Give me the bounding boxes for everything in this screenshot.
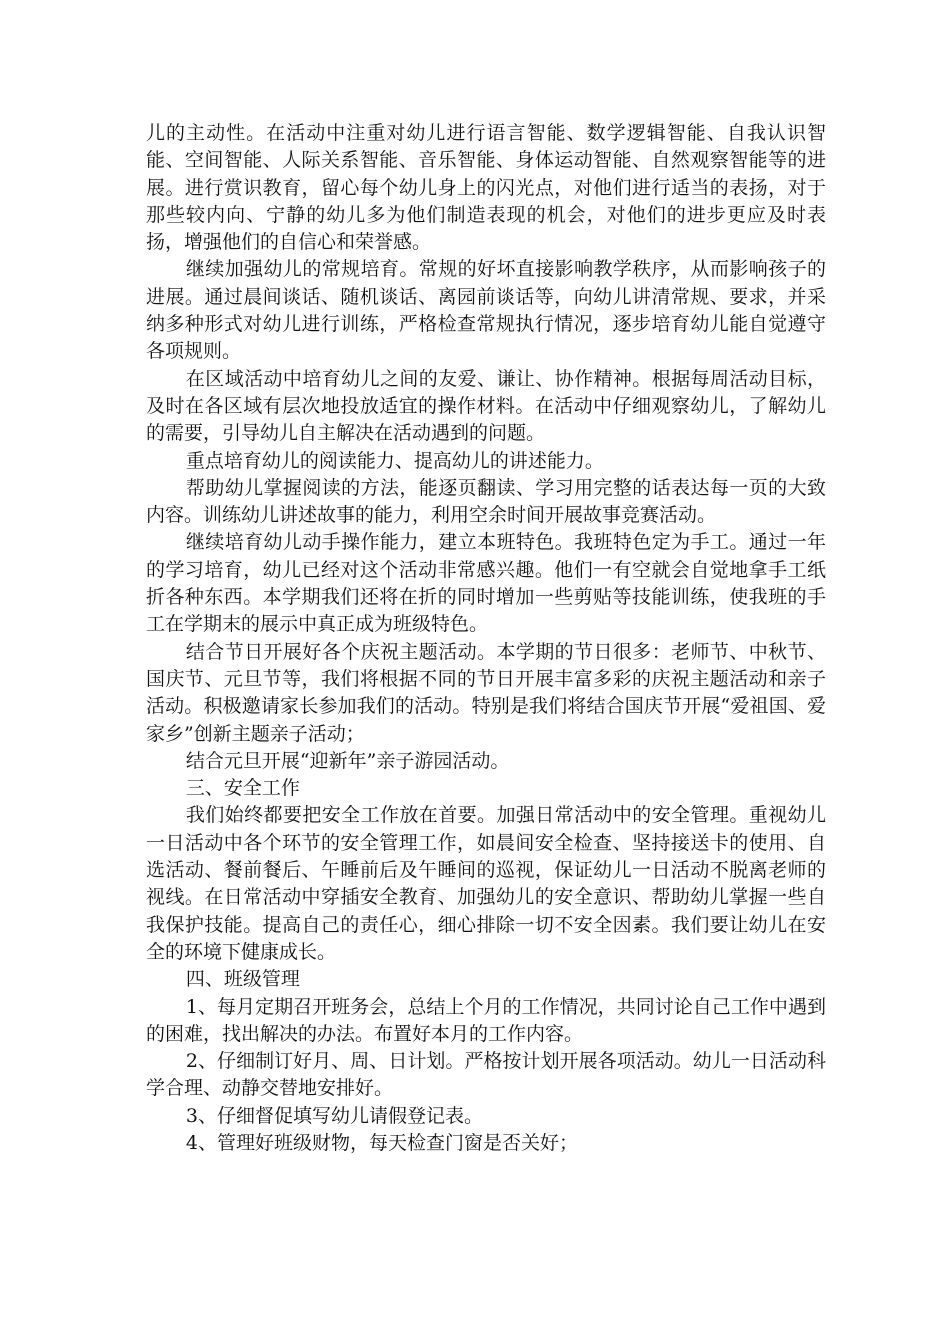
paragraph-continued-active-learning: 儿的主动性。在活动中注重对幼儿进行语言智能、数学逻辑智能、自我认识智能、空间智能、人际关系智能、音乐智能、身体运动智能、自然观察智能等的进展。进行赏识教育，留心每个幼儿身上的闪光点，对他们进行适当的表扬，对于那些较内向、宁静的幼儿多为他们制造表现的机会，对他们的进步更应及时表扬，增强他们的自信心和荣誉感。: [146, 122, 826, 254]
paragraph-area-activities: 在区域活动中培育幼儿之间的友爱、谦让、协作精神。根据每周活动目标，及时在各区域有层次地投放适宜的操作材料。在活动中仔细观察幼儿，了解幼儿的需要，引导幼儿自主解决在活动遇到的问题。: [146, 367, 826, 445]
section-heading-safety: 三、安全工作: [185, 777, 300, 800]
paragraph-reading-ability: 重点培育幼儿的阅读能力、提高幼儿的讲述能力。: [185, 449, 604, 472]
document-page: [146, 120, 826, 1157]
list-item-planning: 2、仔细制订好月、周、日计划。严格按计划开展各项活动。幼儿一日活动科学合理、动静交替地安排好。: [146, 1050, 826, 1100]
paragraph-reading-method: 帮助幼儿掌握阅读的方法，能逐页翻读、学习用完整的话表达每一页的大致内容。训练幼儿讲述故事的能力，利用空余时间开展故事竞赛活动。: [146, 476, 826, 527]
paragraph-handcraft-feature: 继续培育幼儿动手操作能力，建立本班特色。我班特色定为手工。通过一年的学习培育，幼儿已经对这个活动非常感兴趣。他们一有空就会自觉地拿手工纸折各种东西。本学期我们还将在折的同时增加一些剪贴等技能训练，使我班的手工在学期末的展示中真正成为班级特色。: [146, 531, 826, 636]
list-item-class-property: 4、管理好班级财物，每天检查门窗是否关好；: [185, 1131, 578, 1154]
paragraph-festival-activities: 结合节日开展好各个庆祝主题活动。本学期的节日很多：老师节、中秋节、国庆节、元旦节等，我们将根据不同的节日开展丰富多彩的庆祝主题活动和亲子活动。积极邀请家长参加我们的活动。特别是我们将结合国庆节开展“爱祖国、爱家乡”创新主题亲子活动；: [146, 640, 826, 745]
section-heading-class-management: 四、班级管理: [185, 968, 300, 991]
paragraph-routine-training: 继续加强幼儿的常规培育。常规的好坏直接影响教学秩序，从而影响孩子的进展。通过晨间谈话、随机谈话、离园前谈话等，向幼儿讲清常规、要求，并采纳多种形式对幼儿进行训练，严格检查常规执行情况，逐步培育幼儿能自觉遵守各项规则。: [146, 258, 826, 363]
paragraph-safety-work: 我们始终都要把安全工作放在首要。加强日常活动中的安全管理。重视幼儿一日活动中各个环节的安全管理工作，如晨间安全检查、坚持接送卡的使用、自选活动、餐前餐后、午睡前后及午睡间的巡视，保证幼儿一日活动不脱离老师的视线。在日常活动中穿插安全教育、加强幼儿的安全意识、帮助幼儿掌握一些自我保护技能。提高自己的责任心，细心排除一切不安全因素。我们要让幼儿在安全的环境下健康成长。: [146, 804, 826, 963]
paragraph-new-year-activity: 结合元旦开展“迎新年”亲子游园活动。: [185, 749, 510, 772]
list-item-leave-register: 3、仔细督促填写幼儿请假登记表。: [185, 1104, 483, 1127]
list-item-class-meeting: 1、每月定期召开班务会，总结上个月的工作情况，共同讨论自己工作中遇到的困难，找出解决的办法。布置好本月的工作内容。: [146, 995, 826, 1045]
